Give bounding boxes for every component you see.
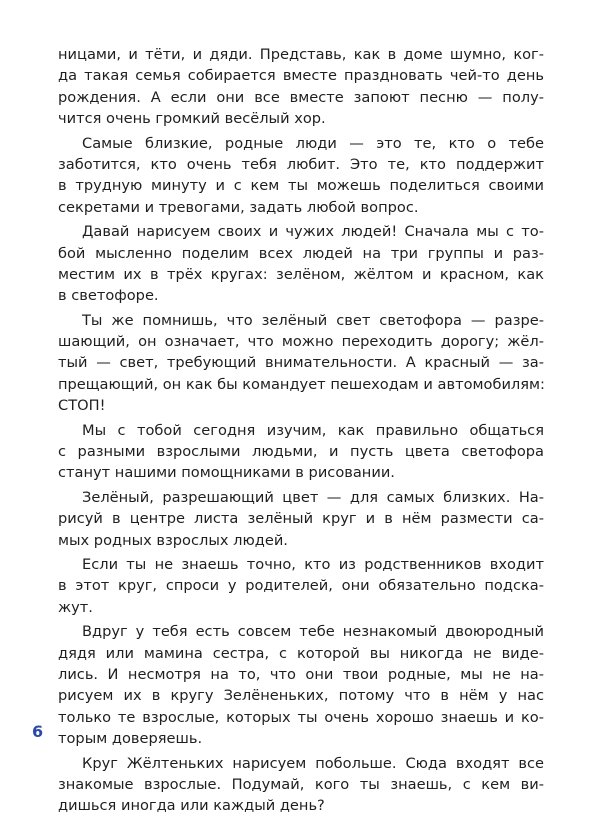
text-line: секретами и тревогами, задать любой вопрос. [58, 198, 419, 216]
text-line: бой мысленно поделим всех людей на три группы и раз- [58, 244, 544, 262]
text-line: заботится, кто очень тебя любит. Это те, кто поддержит [58, 155, 544, 173]
text-line: с разными взрослыми людьми, и пусть цвета светофора [58, 443, 544, 461]
text-line: торым доверяешь. [58, 730, 203, 748]
paragraph [58, 133, 544, 219]
paragraph [58, 44, 544, 130]
paragraph [58, 221, 544, 307]
paragraph [58, 487, 544, 551]
text-line: жут. [58, 598, 93, 616]
text-line: Зелёный, разрешающий цвет — для самых близких. На- [82, 488, 544, 506]
text-line: местим их в трёх кругах: зелёном, жёлтом и красном, как [58, 265, 544, 283]
text-line: дишься иногда или каждый день? [58, 797, 325, 815]
text-line: Самые близкие, родные люди — это те, кто о тебе [82, 134, 544, 152]
text-line: дядя или мамина сестра, с которой вы никогда не виде- [58, 644, 544, 662]
text-line: знакомые взрослые. Подумай, кого ты знаешь, с кем ви- [58, 775, 544, 793]
paragraph [58, 621, 544, 749]
text-line: да такая семья собирается вместе праздновать чей-то день [58, 67, 544, 85]
paragraph [58, 310, 544, 417]
text-line: Вдруг у тебя есть совсем тебе незнакомый двоюродный [82, 623, 544, 641]
text-line: Круг Жёлтеньких нарисуем побольше. Сюда входят все [82, 754, 544, 772]
text-line: мых родных взрослых людей. [58, 531, 288, 549]
text-line: ницами, и тёти, и дяди. Представь, как в доме шумно, ког- [58, 46, 544, 63]
text-line: Мы с тобой сегодня изучим, как правильно общаться [82, 421, 544, 439]
text-line: Если ты не знаешь точно, кто из родственников входит [82, 555, 544, 573]
paragraph [58, 554, 544, 618]
text-line: шающий, он означает, что можно переходить дорогу; жёл- [58, 333, 544, 351]
paragraph [58, 420, 544, 484]
text-line: прещающий, он как бы командует пешеходам и автомобилям: [58, 375, 545, 393]
text-line: СТОП! [58, 397, 106, 415]
text-line: в этот круг, спроси у родителей, они обязательно подска- [58, 577, 544, 595]
text-line: тый — свет, требующий внимательности. А красный — за- [58, 354, 544, 372]
text-line: станут нашими помощниками в рисовании. [58, 464, 395, 482]
page-number: 6 [32, 722, 44, 741]
text-line: в светофоре. [58, 287, 159, 305]
text-line: Ты же помнишь, что зелёный свет светофора — разре- [82, 311, 544, 329]
body-text [58, 44, 544, 820]
text-line: рисуем их в кругу Зелёненьких, потому что в нём у нас [58, 687, 544, 705]
text-line: только те взрослые, которых ты очень хорошо знаешь и ко- [58, 708, 544, 726]
paragraph [58, 753, 544, 817]
text-line: чится очень громкий весёлый хор. [58, 110, 326, 128]
text-line: Давай нарисуем своих и чужих людей! Сначала мы с то- [82, 223, 544, 241]
text-line: рисуй в центре листа зелёный круг и в нём размести са- [58, 510, 544, 528]
text-line: рождения. А если они все вместе запоют песню — полу- [58, 88, 544, 106]
text-line: лись. И несмотря на то, что они твои родные, мы не на- [58, 665, 544, 683]
text-line: в трудную минуту и с кем ты можешь поделиться своими [58, 177, 544, 195]
